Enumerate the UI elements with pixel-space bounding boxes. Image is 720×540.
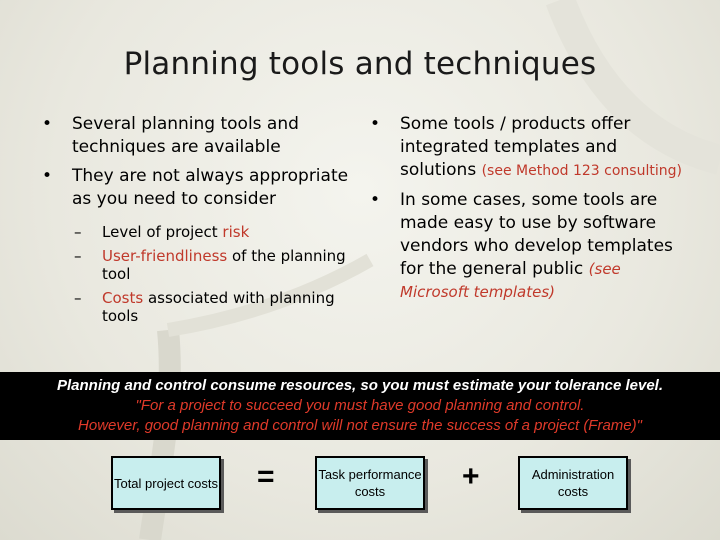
sub-item-uf-red: User-friendliness [102, 247, 228, 265]
administration-costs-box [518, 456, 628, 510]
total-project-costs-label: Total project costs [113, 475, 219, 491]
right-bullet-2-text: In some cases, some tools are made easy to use by software vendors who develop templates for the general public [400, 190, 673, 279]
bullet-dot: • [42, 166, 53, 186]
sub-item-costs-red: Costs [102, 289, 144, 307]
sub-item-risk-red: risk [222, 223, 250, 241]
right-bullet-1 [368, 113, 688, 183]
equals-sign: = [257, 460, 275, 493]
left-bullet-2 [40, 165, 360, 211]
right-bullet-2 [368, 189, 688, 304]
sub-dash: – [74, 247, 82, 265]
sub-dash: – [74, 223, 82, 241]
task-performance-costs-label: Task performance costs [318, 467, 422, 499]
sub-item-risk-pre: Level of project [102, 223, 223, 241]
left-column [40, 113, 360, 331]
banner-line-3: However, good planning and control will not ensure the success of a project (Frame)" [78, 417, 642, 434]
sub-dash: – [74, 289, 82, 307]
bullet-dot: • [42, 114, 53, 134]
method-123-reference: (see Method 123 consulting) [481, 163, 682, 179]
task-performance-costs-box [315, 456, 425, 510]
sub-item-costs [40, 289, 360, 325]
sub-item-uf-post: of the planning tool [102, 247, 346, 283]
banner-line-2: "For a project to succeed you must have good planning and control. [135, 397, 585, 414]
slide-title: Planning tools and techniques [123, 46, 597, 82]
left-bullet-1-text: Several planning tools and techniques are available [72, 114, 299, 157]
sub-item-risk [40, 223, 360, 241]
plus-sign: + [462, 460, 480, 493]
bullet-dot: • [370, 190, 381, 210]
microsoft-templates-reference: (see Microsoft templates) [400, 260, 621, 301]
sub-item-costs-post: associated with planning tools [102, 289, 335, 325]
right-bullet-1-text: Some tools / products offer integrated templates and solutions [400, 114, 631, 180]
administration-costs-label: Administration costs [531, 467, 615, 499]
left-bullet-1 [40, 113, 360, 159]
sub-item-user-friendliness [40, 247, 360, 283]
banner-line-1: Planning and control consume resources, so you must estimate your tolerance level. [56, 377, 663, 394]
total-project-costs-box [111, 456, 221, 510]
bullet-dot: • [370, 114, 381, 134]
right-column [368, 113, 688, 310]
left-bullet-2-text: They are not always appropriate as you need to consider [72, 166, 349, 209]
quote-banner [0, 372, 720, 440]
